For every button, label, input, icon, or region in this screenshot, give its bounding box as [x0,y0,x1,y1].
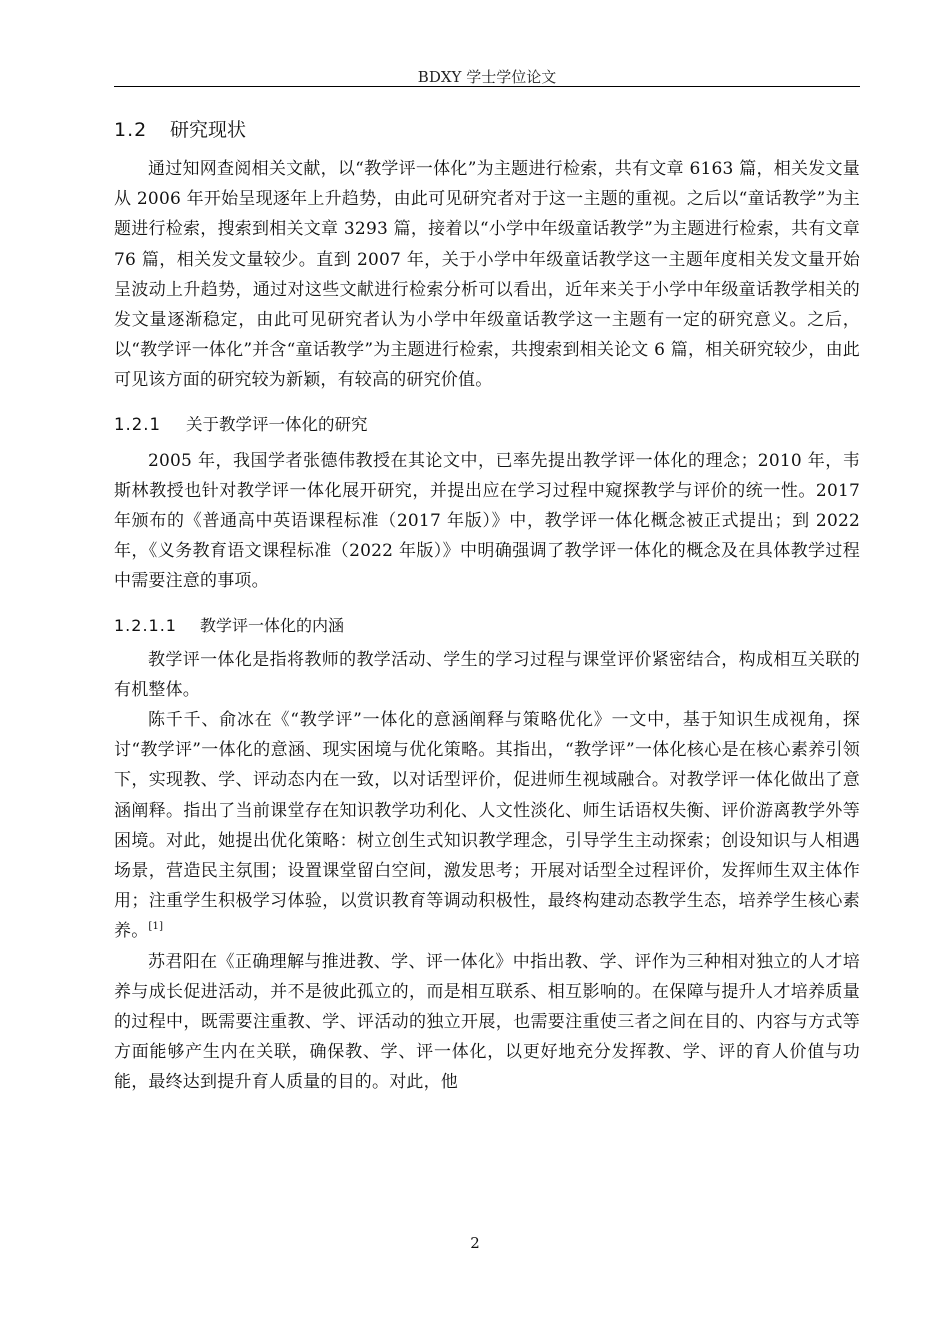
paragraph-definition: 教学评一体化是指将教师的教学活动、学生的学习过程与课堂评价紧密结合，构成相互关联的有机整体。 [114,649,860,700]
body-content [114,116,860,1098]
section-title: 研究现状 [170,119,247,141]
paragraph-su-junyang: 苏君阳在《正确理解与推进教、学、评一体化》中指出教、学、评作为三种相对独立的人才培养与成长促进活动，并不是彼此孤立的，而是相互联系、相互影响的。在保障与提升人才培养质量的过程中，既需要注重教、学、评活动的独立开展，也需要注重使三者之间在目的、内容与方式等方面能够产生内在关联，确保教、学、评一体化，以更好地充分发挥教、学、评的育人价值与功能，最终达到提升育人质量的目的。对此，他 [114,951,860,1093]
section-number: 1.2.1.1 [114,615,177,635]
section-number: 1.2.1 [114,414,161,434]
section-heading-1-2-1-1 [114,613,860,639]
section-title: 教学评一体化的内涵 [200,615,345,635]
section-heading-1-2 [114,116,860,144]
header-rule [114,86,860,87]
paragraph-history: 2005 年，我国学者张德伟教授在其论文中，已率先提出教学评一体化的理念；2010 年，韦斯林教授也针对教学评一体化展开研究，并提出应在学习过程中窥探教学与评价的统一性。2017 年颁布的《普通高中英语课程标准（2017 年版）》中，教学评一体化概念被正式提出；到 2022 年，《义务教育语文课程标准（2022 年版）》中明确强调了教学评一体化的概念及在具体教学过程中需要注意的事项。 [114,450,860,592]
section-heading-1-2-1 [114,412,860,438]
section-number: 1.2 [114,119,148,141]
page-number: 2 [470,1234,480,1252]
paragraph-text: 陈千千、俞冰在《“教学评”一体化的意涵阐释与策略优化》一文中，基于知识生成视角，探讨“教学评”一体化的意涵、现实困境与优化策略。其指出，“教学评”一体化核心是在核心素养引领下，实现教、学、评动态内在一致，以对话型评价，促进师生视域融合。对教学评一体化做出了意涵阐释。指出了当前课堂存在知识教学功利化、人文性淡化、师生话语权失衡、评价游离教学外等困境。对此，她提出优化策略：树立创生式知识教学理念，引导学生主动探索；创设知识与人相遇场景，营造民主氛围；设置课堂留白空间，激发思考；开展对话型全过程评价，发挥师生双主体作用；注重学生积极学习体验，以赏识教育等调动积极性，最终构建动态教学生态，培养学生核心素养。 [114,710,860,942]
citation-marker[interactable]: [1] [148,921,164,933]
running-header: BDXY 学士学位论文 [417,68,557,86]
paragraph-research-status: 通过知网查阅相关文献，以“教学评一体化”为主题进行检索，共有文章 6163 篇，相关发文量从 2006 年开始呈现逐年上升趋势，由此可见研究者对于这一主题的重视。之后以“童话教学”为主题进行检索，搜索到相关文章 3293 篇，接着以“小学中年级童话教学”为主题进行检索，共有文章 76 篇，相关发文量较少。直到 2007 年，关于小学中年级童话教学这一主题年度相关发文量开始呈波动上升趋势，通过对这些文献进行检索分析可以看出，近年来关于小学中年级童话教学相关的发文量逐渐稳定，由此可见研究者认为小学中年级童话教学这一主题有一定的研究意义。之后，以“教学评一体化”并含“童话教学”为主题进行检索，共搜索到相关论文 6 篇，相关研究较少，由此可见该方面的研究较为新颖，有较高的研究价值。 [114,159,860,391]
section-title: 关于教学评一体化的研究 [186,414,368,434]
paragraph-chen-yu [114,705,860,947]
